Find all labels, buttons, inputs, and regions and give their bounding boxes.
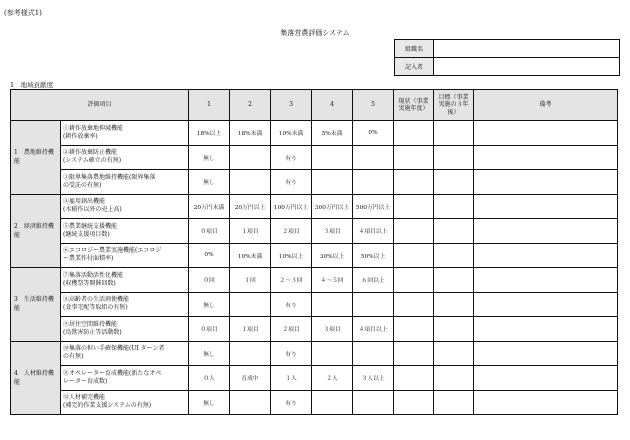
item-cell bbox=[61, 145, 189, 170]
table-row bbox=[11, 219, 618, 244]
current-cell[interactable] bbox=[394, 194, 434, 219]
level-1-cell: 無し bbox=[189, 341, 230, 366]
organization-name-value[interactable] bbox=[434, 40, 620, 58]
category-name: 経済維持機能 bbox=[14, 222, 54, 239]
category-name: 人材維持機能 bbox=[14, 369, 54, 386]
table-row bbox=[11, 243, 618, 268]
item-metric: (収穫祭等開催回数) bbox=[63, 279, 116, 287]
item-name: ⑪オペレーター育成機能(新たなオペ bbox=[63, 369, 162, 377]
table-row bbox=[11, 317, 618, 342]
item-cell bbox=[61, 341, 189, 366]
level-4-cell bbox=[312, 341, 353, 366]
item-name: ④雇用創出機能 bbox=[63, 198, 106, 206]
header-level-5: 5 bbox=[353, 90, 394, 121]
level-1-cell: 無し bbox=[189, 292, 230, 317]
level-3-cell: 有り bbox=[271, 390, 312, 415]
level-2-cell: １回 bbox=[230, 268, 271, 293]
table-row bbox=[11, 341, 618, 366]
level-1-cell: ０項目 bbox=[189, 317, 230, 342]
item-cell bbox=[61, 121, 189, 146]
level-5-cell: ４項目以上 bbox=[353, 317, 394, 342]
table-row bbox=[11, 145, 618, 170]
remarks-cell[interactable] bbox=[474, 390, 618, 415]
remarks-cell[interactable] bbox=[474, 366, 618, 391]
item-cell bbox=[61, 194, 189, 219]
author-value[interactable] bbox=[434, 58, 620, 76]
remarks-cell[interactable] bbox=[474, 121, 618, 146]
item-metric: の受託の有無) bbox=[63, 181, 102, 189]
level-1-cell: 20万円未満 bbox=[189, 194, 230, 219]
item-name: ②耕作放棄防止機能 bbox=[63, 149, 118, 157]
level-3-cell: 10%未満 bbox=[271, 121, 312, 146]
level-4-cell: ３項目 bbox=[312, 219, 353, 244]
target-cell[interactable] bbox=[434, 366, 474, 391]
level-3-cell: 有り bbox=[271, 292, 312, 317]
level-1-cell: 0% bbox=[189, 243, 230, 268]
remarks-cell[interactable] bbox=[474, 243, 618, 268]
level-1-cell: 無し bbox=[189, 170, 230, 195]
remarks-cell[interactable] bbox=[474, 268, 618, 293]
current-cell[interactable] bbox=[394, 390, 434, 415]
target-cell[interactable] bbox=[434, 243, 474, 268]
level-5-cell bbox=[353, 390, 394, 415]
current-cell[interactable] bbox=[394, 366, 434, 391]
level-2-cell bbox=[230, 145, 271, 170]
target-cell[interactable] bbox=[434, 341, 474, 366]
header-item: 評価項目 bbox=[11, 90, 189, 121]
level-5-cell: ６回以上 bbox=[353, 268, 394, 293]
header-remarks: 備考 bbox=[474, 90, 618, 121]
item-cell bbox=[61, 292, 189, 317]
current-cell[interactable] bbox=[394, 341, 434, 366]
level-5-cell bbox=[353, 341, 394, 366]
target-cell[interactable] bbox=[434, 170, 474, 195]
target-cell[interactable] bbox=[434, 145, 474, 170]
level-3-cell: 100万円以上 bbox=[271, 194, 312, 219]
level-5-cell: 0% bbox=[353, 121, 394, 146]
header-target: 目標（事業実施の３年後） bbox=[434, 90, 474, 121]
author-label: 記入者 bbox=[395, 58, 434, 76]
item-metric: (食事宅配等取組の有無) bbox=[63, 304, 128, 312]
remarks-cell[interactable] bbox=[474, 170, 618, 195]
header-current: 現状（事業実施年度） bbox=[394, 90, 434, 121]
item-metric: (水稲作以外の売上高) bbox=[63, 206, 122, 214]
category-cell bbox=[11, 121, 61, 195]
level-3-cell: 10%以上 bbox=[271, 243, 312, 268]
table-row bbox=[11, 390, 618, 415]
category-cell bbox=[11, 194, 61, 268]
level-4-cell: 5%未満 bbox=[312, 121, 353, 146]
current-cell[interactable] bbox=[394, 268, 434, 293]
remarks-cell[interactable] bbox=[474, 317, 618, 342]
target-cell[interactable] bbox=[434, 121, 474, 146]
item-name: ③限界集落農地維持機能(限界集落 bbox=[63, 173, 156, 181]
target-cell[interactable] bbox=[434, 292, 474, 317]
item-cell bbox=[61, 170, 189, 195]
current-cell[interactable] bbox=[394, 243, 434, 268]
category-cell bbox=[11, 268, 61, 342]
level-2-cell: 18%未満 bbox=[230, 121, 271, 146]
item-metric: (システム確立の有無) bbox=[63, 157, 122, 165]
level-1-cell: ０人 bbox=[189, 366, 230, 391]
header-level-4: 4 bbox=[312, 90, 353, 121]
item-name: ⑥エコロジー農業実施機能(エコロジ bbox=[63, 247, 162, 255]
item-cell bbox=[61, 243, 189, 268]
item-metric: の有無) bbox=[63, 353, 84, 361]
item-metric: レーター育成数) bbox=[63, 377, 108, 385]
section-title: 1 地域貢献度 bbox=[10, 81, 54, 89]
item-name: ①耕作放棄地抑減機能 bbox=[63, 124, 124, 132]
level-3-cell: ２項目 bbox=[271, 219, 312, 244]
level-3-cell: 有り bbox=[271, 145, 312, 170]
level-5-cell bbox=[353, 170, 394, 195]
document-title: 集落営農評価システム bbox=[280, 29, 350, 37]
remarks-cell[interactable] bbox=[474, 219, 618, 244]
level-2-cell: １項目 bbox=[230, 219, 271, 244]
item-metric: (鳥獣害防止等活動数) bbox=[63, 328, 122, 336]
level-4-cell: ３項目 bbox=[312, 317, 353, 342]
table-row bbox=[11, 268, 618, 293]
category-name: 農地維持機能 bbox=[14, 149, 54, 166]
evaluation-body bbox=[11, 121, 618, 415]
level-2-cell: 育成中 bbox=[230, 366, 271, 391]
level-4-cell: ２人 bbox=[312, 366, 353, 391]
current-cell[interactable] bbox=[394, 317, 434, 342]
evaluation-table bbox=[10, 89, 618, 415]
category-cell bbox=[11, 341, 61, 415]
category-number: 1 bbox=[14, 149, 18, 157]
category-number: 3 bbox=[14, 296, 18, 304]
remarks-cell[interactable] bbox=[474, 145, 618, 170]
header-level-3: 3 bbox=[271, 90, 312, 121]
level-4-cell bbox=[312, 170, 353, 195]
table-row bbox=[11, 194, 618, 219]
level-2-cell: １項目 bbox=[230, 317, 271, 342]
current-cell[interactable] bbox=[394, 292, 434, 317]
level-4-cell bbox=[312, 390, 353, 415]
author-row bbox=[395, 58, 620, 76]
item-cell bbox=[61, 219, 189, 244]
level-4-cell: 300万円以上 bbox=[312, 194, 353, 219]
level-2-cell bbox=[230, 170, 271, 195]
level-5-cell: 500万円以上 bbox=[353, 194, 394, 219]
header-level-2: 2 bbox=[230, 90, 271, 121]
table-row bbox=[11, 170, 618, 195]
level-2-cell bbox=[230, 390, 271, 415]
current-cell[interactable] bbox=[394, 219, 434, 244]
level-4-cell: ４〜５回 bbox=[312, 268, 353, 293]
target-cell[interactable] bbox=[434, 268, 474, 293]
level-1-cell: 無し bbox=[189, 390, 230, 415]
item-cell bbox=[61, 268, 189, 293]
item-metric: (継続支援項目数) bbox=[63, 230, 110, 238]
target-cell[interactable] bbox=[434, 219, 474, 244]
level-3-cell: 有り bbox=[271, 170, 312, 195]
current-cell[interactable] bbox=[394, 145, 434, 170]
item-metric: (耕作放棄率) bbox=[63, 132, 98, 140]
organization-row bbox=[395, 40, 620, 58]
level-5-cell: 50%以上 bbox=[353, 243, 394, 268]
level-2-cell: 10%未満 bbox=[230, 243, 271, 268]
item-cell bbox=[61, 317, 189, 342]
table-row bbox=[11, 292, 618, 317]
category-number: 4 bbox=[14, 369, 18, 377]
organization-name-label: 組織名 bbox=[395, 40, 434, 58]
level-2-cell bbox=[230, 341, 271, 366]
organization-info-table bbox=[394, 39, 620, 76]
header-level-1: 1 bbox=[189, 90, 230, 121]
level-2-cell bbox=[230, 292, 271, 317]
level-1-cell: 無し bbox=[189, 145, 230, 170]
level-3-cell: 有り bbox=[271, 341, 312, 366]
current-cell[interactable] bbox=[394, 121, 434, 146]
item-metric: ー農業作付面積率) bbox=[63, 255, 114, 263]
item-name: ⑦集落活動活性化機能 bbox=[63, 271, 124, 279]
sheet-label: (参考様式1) bbox=[4, 9, 42, 17]
item-metric: (補完的作業支援システムの有無) bbox=[63, 402, 152, 410]
level-4-cell: 30%以上 bbox=[312, 243, 353, 268]
level-1-cell: ０項目 bbox=[189, 219, 230, 244]
item-name: ⑧高齢者の生活割便機能 bbox=[63, 296, 130, 304]
target-cell[interactable] bbox=[434, 194, 474, 219]
level-2-cell: 20万円以上 bbox=[230, 194, 271, 219]
level-4-cell bbox=[312, 292, 353, 317]
level-3-cell: １人 bbox=[271, 366, 312, 391]
remarks-cell[interactable] bbox=[474, 341, 618, 366]
remarks-cell[interactable] bbox=[474, 292, 618, 317]
remarks-cell[interactable] bbox=[474, 194, 618, 219]
item-name: ⑤農業継続支援機能 bbox=[63, 222, 118, 230]
level-3-cell: ２〜３回 bbox=[271, 268, 312, 293]
level-1-cell: ０回 bbox=[189, 268, 230, 293]
level-3-cell: ２項目 bbox=[271, 317, 312, 342]
header-row bbox=[11, 90, 618, 121]
level-5-cell: ３人以上 bbox=[353, 366, 394, 391]
category-name: 生活維持機能 bbox=[14, 296, 54, 313]
table-row bbox=[11, 121, 618, 146]
table-row bbox=[11, 366, 618, 391]
item-cell bbox=[61, 390, 189, 415]
current-cell[interactable] bbox=[394, 170, 434, 195]
level-5-cell bbox=[353, 292, 394, 317]
target-cell[interactable] bbox=[434, 390, 474, 415]
level-5-cell: ４項目以上 bbox=[353, 219, 394, 244]
level-5-cell bbox=[353, 145, 394, 170]
level-1-cell: 18%以上 bbox=[189, 121, 230, 146]
item-cell bbox=[61, 366, 189, 391]
item-name: ⑩集落の担い手確保機能(UI ターン者 bbox=[63, 345, 165, 353]
level-4-cell bbox=[312, 145, 353, 170]
item-name: ⑫人材補完機能 bbox=[63, 394, 106, 402]
item-name: ⑨居住空間維持機能 bbox=[63, 320, 118, 328]
category-number: 2 bbox=[14, 222, 18, 230]
target-cell[interactable] bbox=[434, 317, 474, 342]
